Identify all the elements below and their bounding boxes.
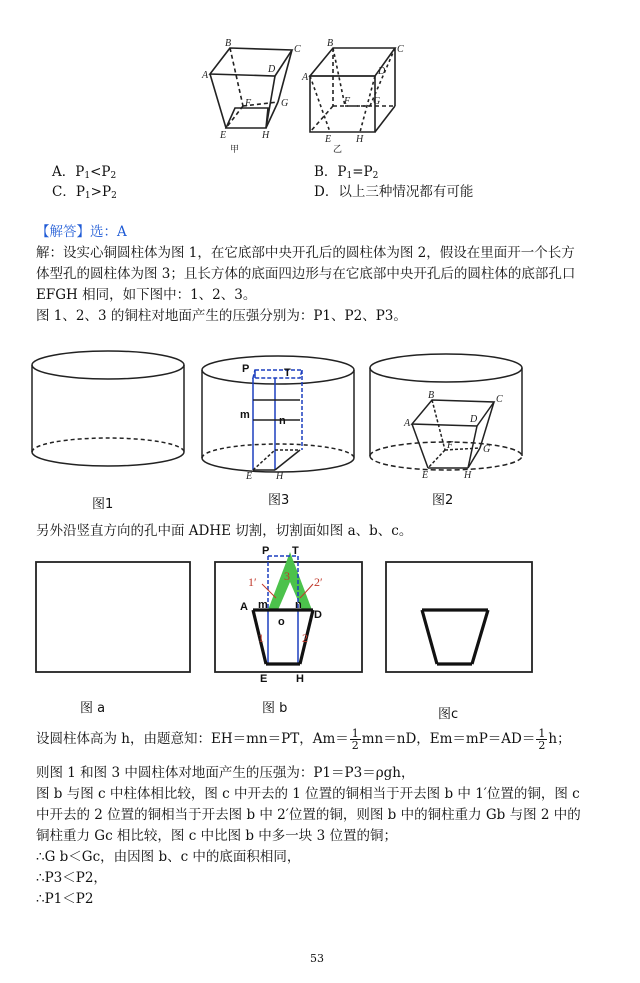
a-caption: 图 a (80, 701, 106, 716)
body-line-7: ∴P3＜P2， (36, 870, 107, 886)
fig2-caption: 图2 (432, 493, 454, 508)
fig3-label: E (246, 471, 253, 482)
fig1-caption: 图1 (92, 497, 114, 512)
b-red-label: 2′ (314, 575, 323, 589)
b-label: m (258, 599, 268, 611)
fig2-label: B (428, 390, 435, 401)
left-label: G (281, 98, 289, 109)
fig2-label: C (496, 394, 503, 405)
body-line-8: ∴P1＜P2 (36, 891, 94, 907)
answer-line-2: 体型孔的圆柱体为图 3；且长方体的底面四边形与在它底部中央开孔后的圆柱体的底部孔口 (36, 266, 576, 282)
b-label: D (314, 609, 322, 621)
b-label: n (295, 599, 302, 611)
left-label: E (220, 130, 227, 141)
b-label: T (292, 545, 299, 557)
right-label: F (344, 96, 351, 107)
fig3-label: H (276, 471, 284, 482)
fig2-label: E (422, 470, 429, 481)
b-red-label: 1 (258, 631, 264, 645)
fig3-caption: 图3 (268, 493, 290, 508)
top-figure-left (0, 0, 640, 160)
left-label: D (268, 64, 276, 75)
fig2-label: F (447, 440, 454, 451)
b-red-label: 2 (302, 631, 308, 645)
fig2-label: A (404, 418, 411, 429)
right-label: B (327, 38, 334, 49)
left-label: B (225, 38, 232, 49)
right-label: H (356, 134, 364, 145)
option-b: B．$P_1=P_2$ (314, 164, 379, 181)
body-line-6: ∴G b＜Gc，由因图 b、c 中的底面积相同， (36, 849, 301, 865)
right-label: D (378, 66, 386, 77)
right-label: A (302, 72, 309, 83)
fig2-label: D (470, 414, 478, 425)
fig2-label: H (464, 470, 472, 481)
right-caption: 乙 (333, 145, 343, 155)
fig3-label: m (240, 409, 250, 421)
body-line-4: 中开去的 2 位置的铜相当于开去图 b 中 2′位置的铜，则图 b 中的铜柱重力 Gb 与图 2 中的 (36, 807, 581, 823)
answer-label: 【解答】选：A (36, 224, 127, 240)
answer-line-4: 图 1、2、3 的铜柱对地面产生的压强分别为：P1、P2、P3。 (36, 308, 407, 324)
right-label: C (397, 44, 404, 55)
b-label: H (296, 673, 304, 685)
c-caption: 图c (438, 707, 459, 722)
answer-line-1: 解：设实心铜圆柱体为图 1，在它底部中央开孔后的圆柱体为图 2，假设在里面开一个长方 (36, 245, 575, 261)
b-label: E (260, 673, 268, 685)
b-label: o (278, 616, 285, 628)
b-red-label: 1′ (248, 575, 257, 589)
b-label: P (262, 545, 270, 557)
body-line-2: 则图 1 和图 3 中圆柱体对地面产生的压强为：P1＝P3＝ρgh， (36, 765, 415, 781)
page-number: 53 (310, 952, 324, 965)
right-label: E (325, 134, 332, 145)
fig3-label: P (242, 363, 250, 375)
b-caption: 图 b (262, 701, 288, 716)
b-label: 3 (284, 569, 290, 583)
option-a: A．$P_1<P_2$ (52, 164, 117, 181)
body-line-3: 图 b 与图 c 中柱体相比较，图 c 中开去的 1 位置的铜相当于开去图 b 中 1′位置的铜，图 c (36, 786, 580, 802)
left-label: C (294, 44, 301, 55)
right-label: G (373, 96, 381, 107)
section-figures (0, 542, 640, 722)
fig2-label: G (483, 444, 491, 455)
left-label: H (262, 130, 270, 141)
cylinder-figures (0, 340, 640, 540)
left-label: A (202, 70, 209, 81)
option-c: C．$P_1>P_2$ (52, 184, 117, 201)
cut-text: 另外沿竖直方向的孔中面 ADHE 切割，切割面如图 a、b、c。 (36, 523, 413, 539)
option-d: D．以上三种情况都有可能 (314, 184, 474, 200)
left-caption: 甲 (230, 145, 240, 155)
body-line-5: 铜柱重力 Gc 相比较，图 c 中比图 b 中多一块 3 位置的铜； (36, 828, 397, 844)
left-label: F (245, 98, 252, 109)
fig3-label: T (284, 367, 291, 379)
body-line-1: 设圆柱体高为 h，由题意知：EH＝mn＝PT，Am＝ $\frac{1}{2}$ mn＝nD，Em＝mP＝AD＝ $\frac{1}{2}$ h； (36, 727, 571, 752)
fig3-label: n (279, 415, 286, 427)
answer-line-3: EFGH 相同，如下图中：1、2、3。 (36, 287, 257, 303)
b-label: A (240, 601, 248, 613)
